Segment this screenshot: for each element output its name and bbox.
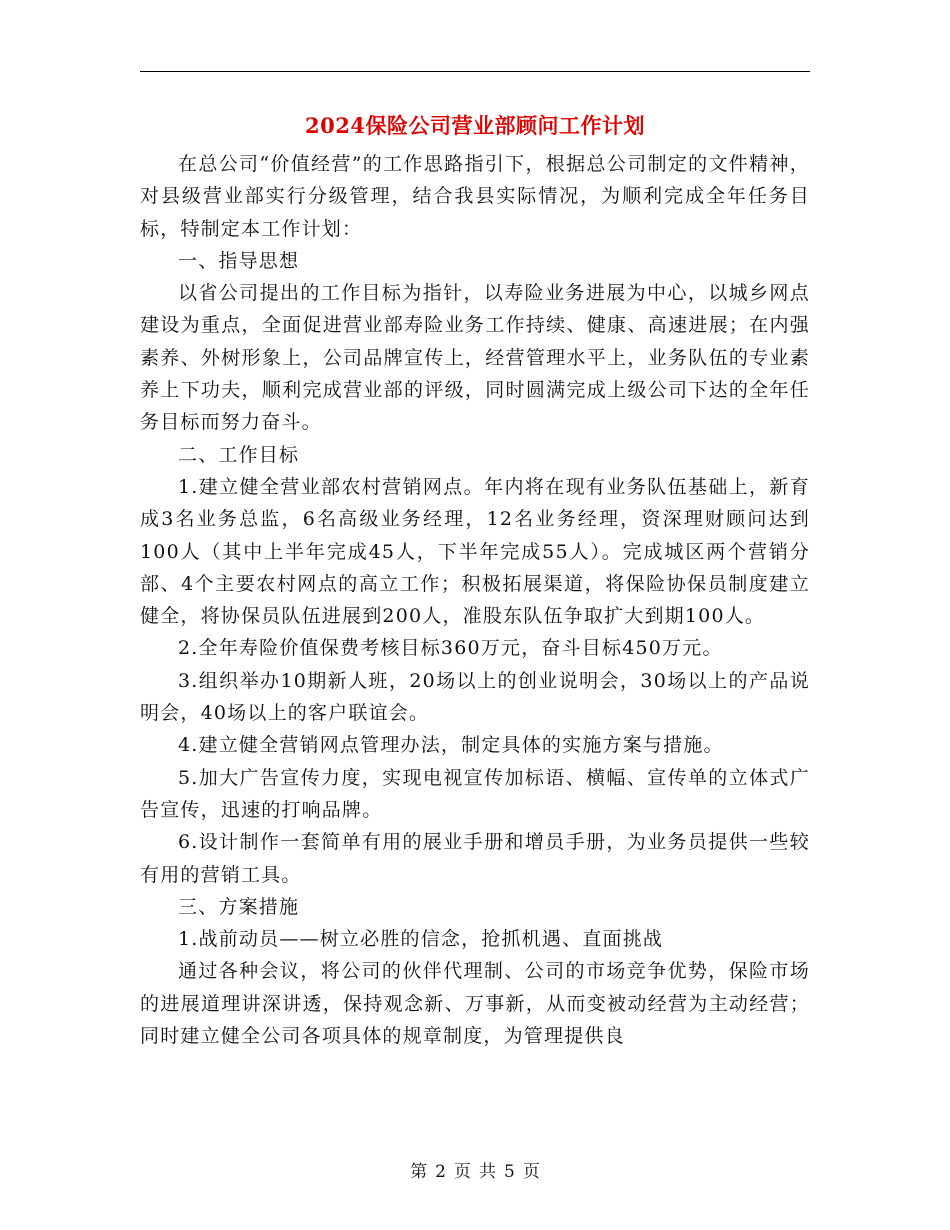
footer-total-label: 共 — [479, 1162, 496, 1182]
heading-work-goals: 二、工作目标 — [178, 443, 300, 466]
paragraph-measure-1-title: 1.战前动员——树立必胜的信念，抢抓机遇、直面挑战 — [178, 928, 664, 951]
paragraph-goal-5: 5.加大广告宣传力度，实现电视宣传加标语、横幅、宣传单的立体式广告宣传，迅速的打响品牌。 — [140, 766, 810, 821]
heading-guiding-ideology: 一、指导思想 — [178, 249, 300, 272]
paragraph-goal-2: 2.全年寿险价值保费考核目标360万元，奋斗目标450万元。 — [178, 637, 723, 660]
document-body — [140, 148, 810, 1052]
footer-total-pages: 5 — [504, 1162, 515, 1182]
footer-current-page: 2 — [435, 1162, 446, 1182]
heading-measures: 三、方案措施 — [178, 895, 300, 918]
paragraph-goal-4: 4.建立健全营销网点管理办法，制定具体的实施方案与措施。 — [178, 734, 724, 757]
footer-suffix: 页 — [522, 1162, 540, 1182]
paragraph-measure-1-body: 通过各种会议，将公司的伙伴代理制、公司的市场竞争优势，保险市场的进展道理讲深讲透，保持观念新、万事新，从而变被动经营为主动经营；同时建立健全公司各项具体的规章制度，为管理提供良 — [140, 960, 810, 1048]
paragraph-guiding-ideology: 以省公司提出的工作目标为指针，以寿险业务进展为中心，以城乡网点建设为重点，全面促进营业部寿险业务工作持续、健康、高速进展；在内强素养、外树形象上，公司品牌宣传上，经营管理水平上，业务队伍的专业素养上下功夫，顺利完成营业部的评级，同时圆满完成上级公司下达的全年任务目标而努力奋斗。 — [140, 282, 810, 434]
footer-mid: 页 — [454, 1162, 471, 1182]
paragraph-goal-1: 1.建立健全营业部农村营销网点。年内将在现有业务队伍基础上，新育成3名业务总监，6名高级业务经理，12名业务经理，资深理财顾问达到100人（其中上半年完成45人，下半年完成55人）。完成城区两个营销分部、4个主要农村网点的高立工作；积极拓展渠道，将保险协保员制度建立健全，将协保员队伍进展到200人，准股东队伍争取扩大到期100人。 — [140, 475, 810, 628]
paragraph-goal-6: 6.设计制作一套简单有用的展业手册和增员手册，为业务员提供一些较有用的营销工具。 — [140, 831, 810, 886]
paragraph-intro: 在总公司“价值经营”的工作思路指引下，根据总公司制定的文件精神，对县级营业部实行分级管理，结合我县实际情况，为顺利完成全年任务目标，特制定本工作计划： — [140, 153, 810, 240]
header-rule — [140, 71, 810, 72]
footer-prefix: 第 — [410, 1162, 428, 1182]
page-footer — [0, 1157, 950, 1182]
paragraph-goal-3: 3.组织举办10期新人班，20场以上的创业说明会，30场以上的产品说明会，40场以上的客户联谊会。 — [140, 669, 810, 725]
document-title: 2024保险公司营业部顾问工作计划 — [305, 113, 645, 138]
